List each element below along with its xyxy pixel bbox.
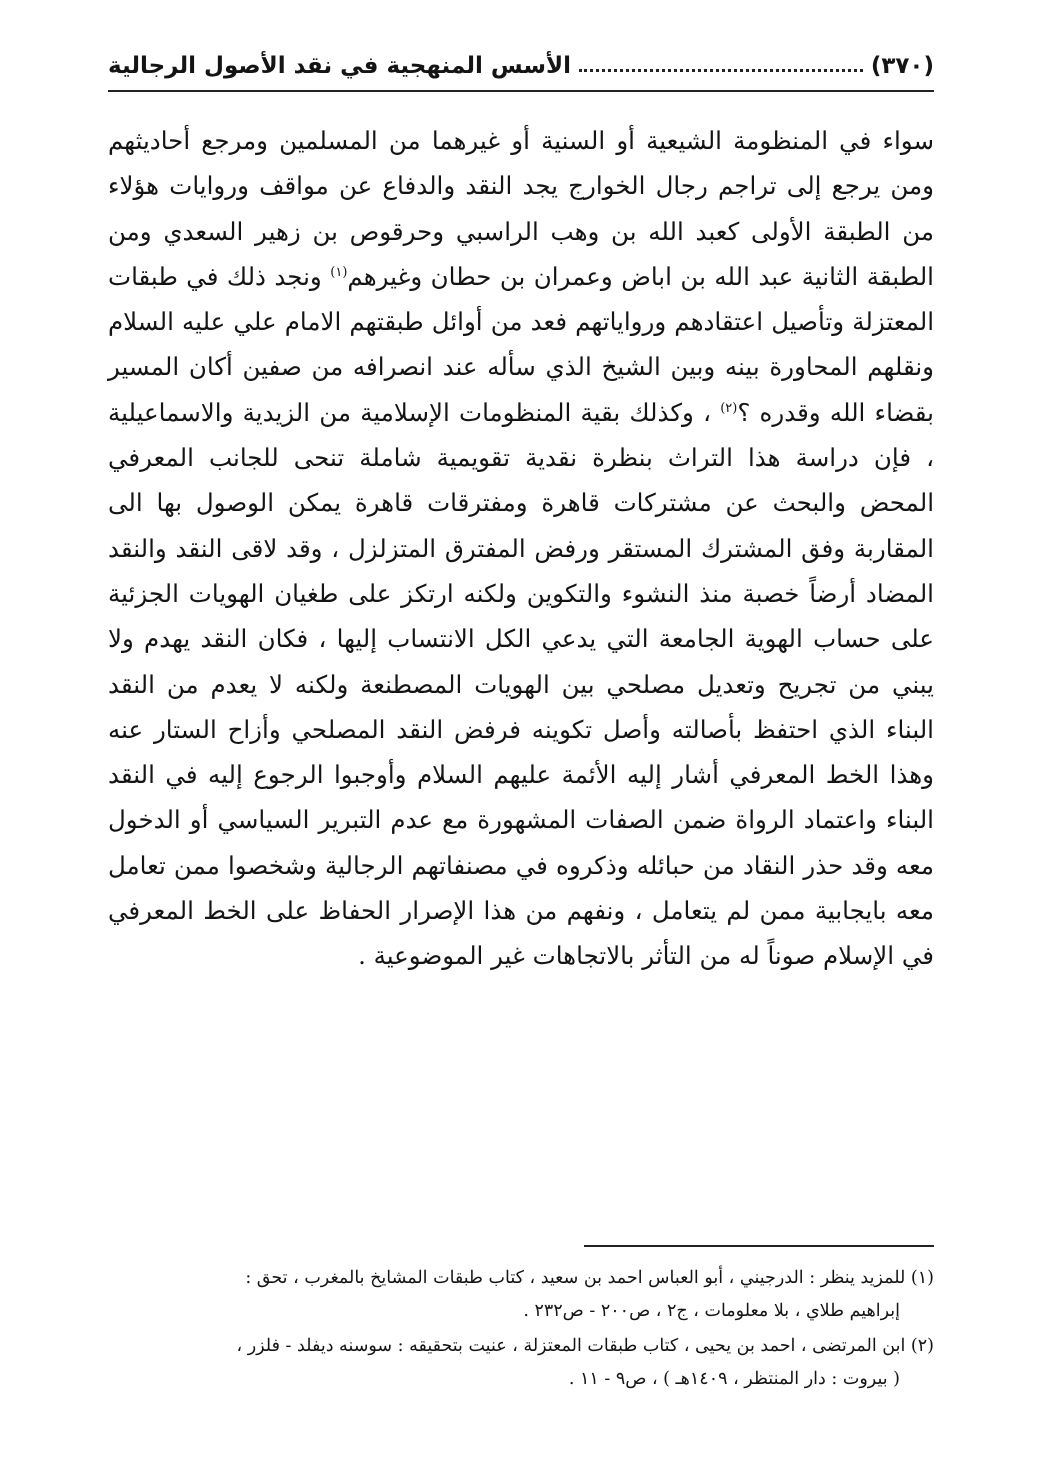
running-header xyxy=(108,44,934,88)
body-text-part-1: سواء في المنظومة الشيعية أو السنية أو غيرهما من المسلمين ومرجع أحاديثهم ومن يرجع إلى تراجم رجال الخوارج يجد النقد والدفاع عن مواقف وروايات هؤلاء من الطبقة الأولى كعبد الله بن وهب الراسبي وحرقوص بن زهير السعدي ومن الطبقة الثانية عبد الله بن اباض وعمران بن حطان وغيرهم xyxy=(108,126,934,291)
header-divider xyxy=(108,90,934,92)
footnote-divider xyxy=(584,1245,934,1247)
page-number: (٣٧٠) xyxy=(870,53,934,79)
footnote-2 xyxy=(108,1330,934,1396)
footnote-1 xyxy=(108,1262,934,1328)
running-title: الأسس المنهجية في نقد الأصول الرجالية xyxy=(108,53,572,79)
footnote-2-line-1: (٢) ابن المرتضى ، احمد بن يحيى ، كتاب طبقات المعتزلة ، عنيت بتحقيقه : سوسنه ديفلد - فلزر ، xyxy=(236,1336,934,1356)
main-body-text xyxy=(108,118,934,979)
body-paragraph xyxy=(108,118,934,979)
footnote-1-line-2: إبراهيم طلاي ، بلا معلومات ، ج٢ ، ص٢٠٠ - ص٢٣٢ . xyxy=(523,1301,900,1321)
footnotes xyxy=(108,1262,934,1398)
footnote-1-line-1: (١) للمزيد ينظر : الدرجيني ، أبو العباس احمد بن سعيد ، كتاب طبقات المشايخ بالمغرب ، تحق : xyxy=(245,1268,934,1288)
footnote-ref-1: (١) xyxy=(330,264,348,280)
header-dot-leader xyxy=(579,69,863,72)
body-text-part-2: ونجد ذلك في طبقات المعتزلة وتأصيل اعتقادهم ورواياتهم فعد من أوائل طبقتهم الامام علي عليه السلام ونقلهم المحاورة بينه وبين الشيخ الذي سأله عند انصرافه من صفين أكان المسير بقضاء الله وقدره ؟ xyxy=(108,261,934,427)
footnote-2-line-2: ( بيروت : دار المنتظر ، ١٤٠٩هـ ) ، ص٩ - ١١ . xyxy=(568,1369,900,1389)
body-text-part-3: ، وكذلك بقية المنظومات الإسلامية من الزيدية والاسماعيلية ، فإن دراسة هذا التراث بنظرة نقدية تقويمية شاملة تنحى للجانب المعرفي المحض والبحث عن مشتركات قاهرة ومفترقات قاهرة يمكن الوصول بها الى المقاربة وفق المشترك المستقر ورفض المفترق المتزلزل ، وقد لاقى النقد والنقد المضاد أرضاً خصبة منذ النشوء والتكوين ولكنه ارتكز على طغيان الهويات الجزئية على حساب الهوية الجامعة التي يدعي الكل الانتساب إليها ، فكان النقد يهدم ولا يبني من تجريح وتعديل مصلحي بين الهويات المصطنعة ولكنه لا يعدم من النقد البناء الذي احتفظ بأصالته وأصل تكوينه فرفض النقد المصلحي وأزاح الستار عنه وهذا الخط المعرفي أشار إليه الأئمة عليهم السلام وأوجبوا الرجوع إليه في النقد البناء واعتماد الرواة ضمن الصفات المشهورة مع عدم التبرير السياسي أو الدخول معه وقد حذر النقاد من حبائله وذكروه في مصنفاتهم الرجالية وشخصوا ممن تعامل معه بايجابية ممن لم يتعامل ، ونفهم من هذا الإصرار الحفاظ على الخط المعرفي في الإسلام صوناً له من التأثر بالاتجاهات غير الموضوعية . xyxy=(108,397,934,971)
footnote-ref-2: (٢) xyxy=(720,400,738,416)
